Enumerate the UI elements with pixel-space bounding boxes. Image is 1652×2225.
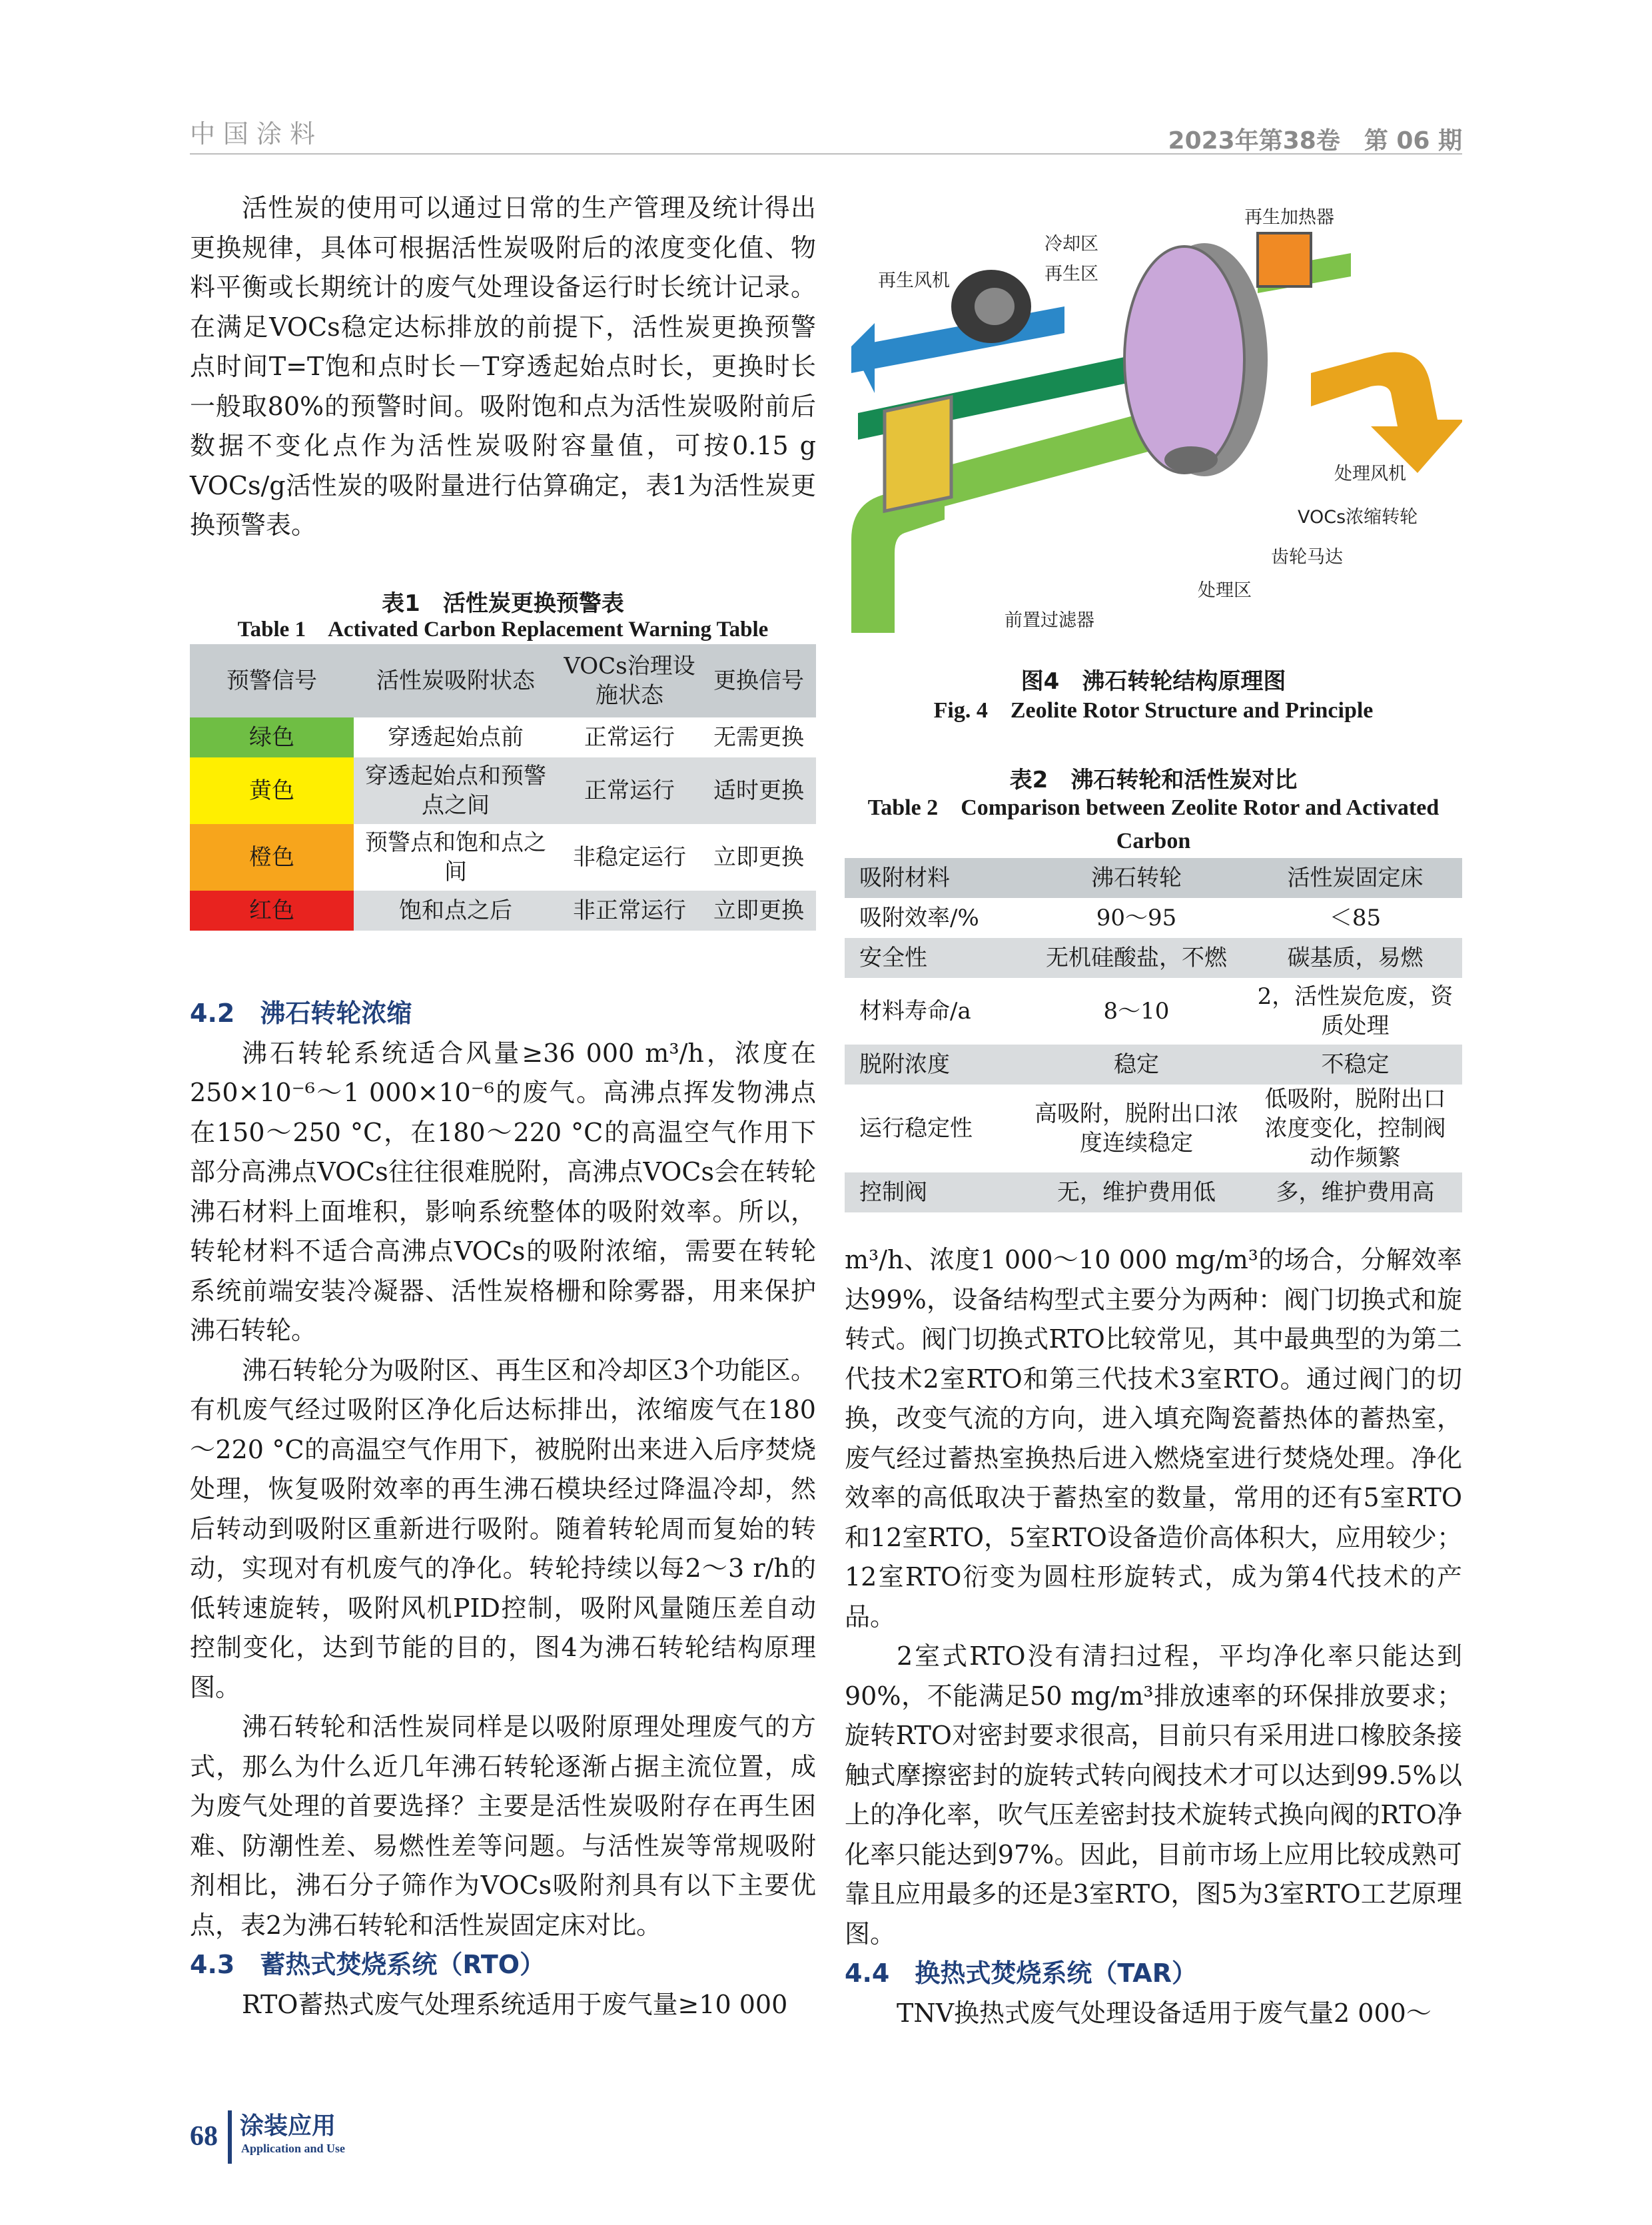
label-process-zone: 处理区 [1198,580,1252,601]
table-cell: 立即更换 [701,891,816,931]
table-cell: 吸附效率/% [859,905,979,931]
table-cell: 不稳定 [1248,1045,1462,1085]
table-header-row [845,858,1462,898]
table-row [845,1045,1462,1085]
table-cell: 安全性 [845,938,1025,978]
table-row [845,1172,1462,1212]
table-cell: 材料寿命/a [859,998,971,1025]
label-gear-motor: 齿轮马达 [1271,547,1343,568]
paragraph-rto-comparison: 2室式RTO没有清扫过程，平均净化率只能达到90%，不能满足50 mg/m³排放速率的环保排放要求；旋转RTO对密封要求很高，目前只有采用进口橡胶条接触式摩擦密封的旋转式转向阀技术才可以达到99.5%以上的净化率，吹气压差密封技术旋转式换向阀的RTO净化率只能达到97%。因此，目前市场上应用比较成熟可靠且应用最多的还是3室RTO，图5为3室RTO工艺原理图。 [845,1641,1462,1949]
label-regen-heater: 再生加热器 [1244,207,1334,228]
zeolite-rotor-diagram [845,193,1462,646]
table-row [845,1085,1462,1172]
table-row [190,757,816,824]
left-column-bottom [190,994,816,2024]
table-header-cell: VOCs治理设施状态 [558,644,701,717]
signal-cell-red: 红色 [190,891,354,931]
table-row [190,891,816,931]
table-cell: 立即更换 [701,824,816,891]
table-header-cell: 更换信号 [701,644,816,717]
column-name-en: Application and Use [241,2142,346,2155]
table-cell: 高吸附，脱附出口浓度连续稳定 [1034,1101,1238,1156]
column-name-zh: 涂装应用 [240,2112,336,2140]
table-row [845,938,1462,978]
section-heading-4-3: 4.3 蓄热式焚烧系统（RTO） [190,1950,546,1979]
table-cell: 无需更换 [701,717,816,757]
figure4-caption-en: Fig. 4 Zeolite Rotor Structure and Principle [933,698,1374,723]
label-pre-filter: 前置过滤器 [1005,610,1094,631]
section-heading-4-4: 4.4 换热式焚烧系统（TAR） [845,1959,1197,1988]
table-cell: 预警点和饱和点之间 [354,824,558,891]
label-regen-fan: 再生风机 [878,270,950,291]
page-number: 68 [190,2121,218,2152]
paragraph-zeolite-zones: 沸石转轮分为吸附区、再生区和冷却区3个功能区。有机废气经过吸附区净化后达标排出，浓缩废气在180～220 °C的高温空气作用下，被脱附出来进入后序焚烧处理，恢复吸附效率的再生沸石模块经过降温冷却，然后转动到吸附区重新进行吸附。随着转轮周而复始的转动，实现对有机废气的净化。转轮持续以每2～3 r/h的低转速旋转，吸附风机PID控制，吸附风量随压差自动控制变化，达到节能的目的，图4为沸石转轮结构原理图。 [190,1355,816,1702]
signal-cell-yellow: 黄色 [190,757,354,824]
table-row [845,898,1462,938]
carbon-warning-table [190,644,816,931]
table-cell: 8～10 [1103,998,1170,1025]
table-row [845,978,1462,1045]
table-cell: 饱和点之后 [354,891,558,931]
table1-caption-en: Table 1 Activated Carbon Replacement Warning Table [237,618,769,642]
right-column-bottom [845,1240,1462,2033]
paragraph-rto-intro: RTO蓄热式废气处理系统适用于废气量≥10 000 [242,1989,788,2019]
signal-cell-green: 绿色 [190,717,354,757]
zeolite-carbon-comparison-table [845,858,1462,1212]
left-column-top [190,189,816,546]
paragraph-carbon-replacement: 活性炭的使用可以通过日常的生产管理及统计得出更换规律，具体可根据活性炭吸附后的浓度变化值、物料平衡或长期统计的废气处理设备运行时长统计记录。在满足VOCs稳定达标排放的前提下，活性炭更换预警点时间T=T饱和点时长－T穿透起始点时长，更换时长一般取80%的预警时间。吸附饱和点为活性炭吸附前后数据不变化点作为活性炭吸附容量值，可按0.15 g VOCs/g活性炭的吸附量进行估算确定，表1为活性炭更换预警表。 [190,193,816,540]
table-cell: 非稳定运行 [558,824,701,891]
table-cell: 穿透起始点前 [354,717,558,757]
label-process-fan: 处理风机 [1334,464,1406,484]
zeolite-rotor-wheel [1124,246,1244,473]
paragraph-tnv-intro: TNV换热式废气处理设备适用于废气量2 000～ [897,1998,1432,2028]
pre-filter-shape [885,397,951,511]
table-header-cell: 预警信号 [190,644,354,717]
table-header-cell: 活性炭吸附状态 [354,644,558,717]
header-divider [190,153,1462,155]
table2-caption-zh: 表2 沸石转轮和活性炭对比 [1009,767,1298,793]
regen-heater-shape [1258,233,1311,286]
table-cell: 非正常运行 [558,891,701,931]
table2-caption-en: Table 2 Comparison between Zeolite Rotor and Activated Carbon [867,795,1440,853]
table-header-row [190,644,816,717]
table-cell: 脱附浓度 [845,1045,1025,1085]
figure4-caption-zh: 图4 沸石转轮结构原理图 [1021,668,1286,695]
table-cell: 正常运行 [558,717,701,757]
table-row [190,717,816,757]
paragraph-zeolite-intro: 沸石转轮系统适合风量≥36 000 m³/h，浓度在250×10⁻⁶～1 000×10⁻⁶的废气。高沸点挥发物沸点在150～250 °C，在180～220 °C的高温空气作用下部分高沸点VOCs往往很难脱附，高沸点VOCs会在转轮沸石材料上面堆积，影响系统整体的吸附效率。所以，转轮材料不适合高沸点VOCs的吸附浓缩，需要在转轮系统前端安装冷凝器、活性炭格栅和除雾器，用来保护沸石转轮。 [190,1038,816,1345]
table-cell: 正常运行 [558,757,701,824]
table-cell: 无，维护费用低 [1025,1172,1248,1212]
paragraph-zeolite-vs-carbon: 沸石转轮和活性炭同样是以吸附原理处理废气的方式，那么为什么近几年沸石转轮逐渐占据主流位置，成为废气处理的首要选择？主要是活性炭吸附存在再生困难、防潮性差、易燃性差等问题。与活性炭等常规吸附剂相比，沸石分子筛作为VOCs吸附剂具有以下主要优点，表2为沸石转轮和活性炭固定床对比。 [190,1712,816,1940]
label-regen-zone: 再生区 [1044,264,1098,284]
exhaust-arrow-shape [1311,352,1462,473]
table-cell: 稳定 [1025,1045,1248,1085]
signal-cell-orange: 橙色 [190,824,354,891]
table-row [190,824,816,891]
table-cell: ＜85 [1329,905,1382,931]
gear-motor-shape [1164,446,1218,473]
table-cell: 多，维护费用高 [1248,1172,1462,1212]
table-header-cell: 活性炭固定床 [1248,858,1462,898]
footer-divider [228,2110,232,2164]
label-cooling-zone: 冷却区 [1044,234,1098,254]
journal-name: 中国涂料 [190,119,324,149]
issue-info: 2023年第38卷 第 06 期 [1168,127,1462,155]
table-cell: 适时更换 [701,757,816,824]
table-cell: 碳基质，易燃 [1248,938,1462,978]
section-heading-4-2: 4.2 沸石转轮浓缩 [190,999,412,1028]
paragraph-rto-types: m³/h、浓度1 000～10 000 mg/m³的场合，分解效率达99%，设备结构型式主要分为两种：阀门切换式和旋转式。阀门切换式RTO比较常见，其中最典型的为第二代技术2室RTO和第三代技术3室RTO。通过阀门的切换，改变气流的方向，进入填充陶瓷蓄热体的蓄热室，废气经过蓄热室换热后进入燃烧室进行焚烧处理。净化效率的高低取决于蓄热室的数量，常用的还有5室RTO和12室RTO，5室RTO设备造价高体积大，应用较少；12室RTO衍变为圆柱形旋转式，成为第4代技术的产品。 [845,1245,1462,1631]
table-cell: 低吸附，脱附出口浓度变化，控制阀动作频繁 [1264,1086,1446,1171]
table-cell: 无机硅酸盐，不燃 [1025,938,1248,978]
label-voc-rotor: VOCs浓缩转轮 [1298,507,1418,528]
table-cell: 2，活性炭危废，资质处理 [1257,983,1453,1039]
table-cell: 运行稳定性 [859,1115,973,1142]
table-cell: 90～95 [1096,905,1177,931]
table-header-cell: 吸附材料 [845,858,1025,898]
table1-caption-zh: 表1 活性炭更换预警表 [382,590,624,617]
table-header-cell: 沸石转轮 [1025,858,1248,898]
table-cell: 穿透起始点和预警点之间 [354,757,558,824]
table-cell: 控制阀 [845,1172,1025,1212]
